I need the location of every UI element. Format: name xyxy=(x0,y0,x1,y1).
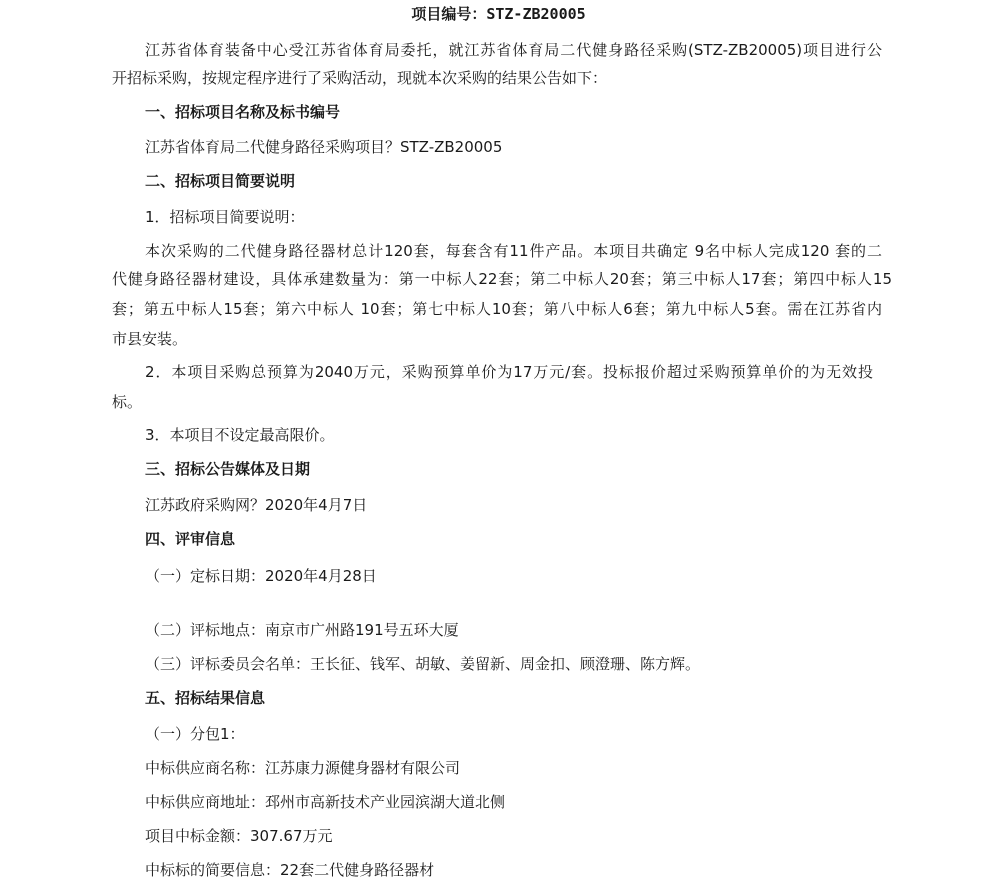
section-2-item-2-line-1: 2．本项目采购总预算为2040万元，采购预算单价为17万元/套。投标报价超过采购预算单价的为无效投 xyxy=(145,363,873,381)
intro-line-2: 开招标采购，按规定程序进行了采购活动，现就本次采购的结果公告如下： xyxy=(112,69,608,87)
section-4-place: （二）评标地点：南京市广州路191号五环大厦 xyxy=(145,621,459,639)
section-3-heading: 三、招标公告媒体及日期 xyxy=(145,460,311,478)
section-5-brief: 中标标的简要信息：22套二代健身路径器材 xyxy=(145,861,435,879)
section-3-text: 江苏政府采购网？2020年4月7日 xyxy=(145,496,368,514)
section-2-desc-line-2: 代健身路径器材建设，具体承建数量为：第一中标人22套；第二中标人20套；第三中标人17套；第四中标人15 xyxy=(112,270,892,288)
project-number-title xyxy=(0,4,997,24)
section-1-text: 江苏省体育局二代健身路径采购项目？STZ-ZB20005 xyxy=(145,138,503,156)
section-5-heading: 五、招标结果信息 xyxy=(145,689,266,707)
section-2-desc-line-4: 市县安装。 xyxy=(112,330,188,348)
section-2-item-1-label: 1．招标项目简要说明： xyxy=(145,208,305,226)
section-5-supplier-name: 中标供应商名称：江苏康力源健身器材有限公司 xyxy=(145,759,461,777)
project-number-code: STZ-ZB20005 xyxy=(486,5,586,23)
section-1-heading: 一、招标项目名称及标书编号 xyxy=(145,103,341,121)
section-4-date: （一）定标日期：2020年4月28日 xyxy=(145,567,377,585)
section-2-desc-line-3: 套；第五中标人15套；第六中标人 10套；第七中标人10套；第八中标人6套；第九中标人5套。需在江苏省内 xyxy=(112,300,882,318)
section-2-desc-line-1: 本次采购的二代健身路径器材总计120套，每套含有11件产品。本项目共确定 9名中标人完成120 套的二 xyxy=(145,242,882,260)
section-5-amount: 项目中标金额：307.67万元 xyxy=(145,827,333,845)
section-2-item-2-line-2: 标。 xyxy=(112,393,143,411)
section-2-heading: 二、招标项目简要说明 xyxy=(145,172,296,190)
section-5-supplier-address: 中标供应商地址：邳州市高新技术产业园滨湖大道北侧 xyxy=(145,793,506,811)
section-4-heading: 四、评审信息 xyxy=(145,530,236,548)
project-number-label: 项目编号： xyxy=(411,5,487,23)
intro-line-1: 江苏省体育装备中心受江苏省体育局委托，就江苏省体育局二代健身路径采购(STZ-ZB20005)项目进行公 xyxy=(145,41,882,59)
section-5-package: （一）分包1： xyxy=(145,725,245,743)
section-4-committee: （三）评标委员会名单：王长征、钱军、胡敏、姜留新、周金扣、顾澄珊、陈方辉。 xyxy=(145,655,701,673)
section-2-item-3: 3．本项目不设定最高限价。 xyxy=(145,426,335,444)
